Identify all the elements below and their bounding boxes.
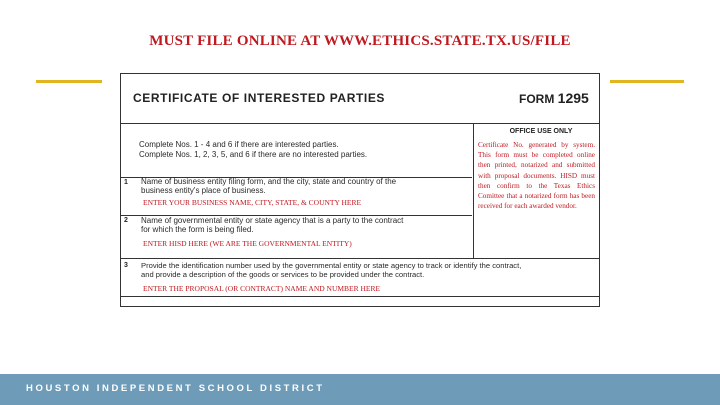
divider bbox=[121, 258, 599, 259]
section-number: 3 bbox=[124, 262, 128, 269]
footer-bar bbox=[0, 374, 720, 405]
section-label: business entity's place of business. bbox=[141, 186, 266, 195]
form-1295-image bbox=[120, 73, 600, 307]
form-title: CERTIFICATE OF INTERESTED PARTIES bbox=[133, 91, 386, 105]
section-label: Name of business entity filing form, and the city, state and country of the bbox=[141, 177, 397, 186]
form-number-value: 1295 bbox=[557, 90, 589, 106]
footer-organization-name: HOUSTON INDEPENDENT SCHOOL DISTRICT bbox=[26, 383, 325, 394]
section-entry-instruction: ENTER THE PROPOSAL (OR CONTRACT) NAME AND NUMBER HERE bbox=[143, 284, 381, 293]
accent-line-left bbox=[36, 80, 102, 83]
instruction-line: Complete Nos. 1 - 4 and 6 if there are interested parties. bbox=[139, 140, 339, 149]
section-number: 1 bbox=[124, 179, 128, 186]
section-entry-instruction: ENTER YOUR BUSINESS NAME, CITY, STATE, & COUNTY HERE bbox=[143, 198, 362, 207]
form-number bbox=[519, 90, 589, 106]
divider bbox=[121, 296, 599, 297]
form-label: FORM bbox=[519, 92, 555, 106]
section-label: Name of governmental entity or state agency that is a party to the contract bbox=[141, 216, 404, 225]
divider bbox=[121, 123, 599, 124]
section-label: Provide the identification number used by the governmental entity or state agency to track or identify the contract, bbox=[141, 261, 522, 270]
office-use-note: Certificate No. generated by system. This form must be completed online then printed, notarized and submitted with proposal documents. HISD must then confirm to the Texas Ethics Comittee that a notarized form has been received for each awarded vendor. bbox=[478, 141, 595, 211]
instruction-line: Complete Nos. 1, 2, 3, 5, and 6 if there are no interested parties. bbox=[139, 150, 368, 159]
section-number: 2 bbox=[124, 217, 128, 224]
accent-line-right bbox=[610, 80, 684, 83]
office-use-only-heading: OFFICE USE ONLY bbox=[509, 128, 573, 135]
divider bbox=[473, 123, 474, 258]
section-label: for which the form is being filed. bbox=[141, 225, 254, 234]
section-entry-instruction: ENTER HISD HERE (WE ARE THE GOVERNMENTAL ENTITY) bbox=[143, 239, 352, 248]
banner-heading: MUST FILE ONLINE AT WWW.ETHICS.STATE.TX.US/FILE bbox=[149, 33, 571, 49]
section-label: and provide a description of the goods or services to be provided under the contract. bbox=[141, 270, 425, 279]
